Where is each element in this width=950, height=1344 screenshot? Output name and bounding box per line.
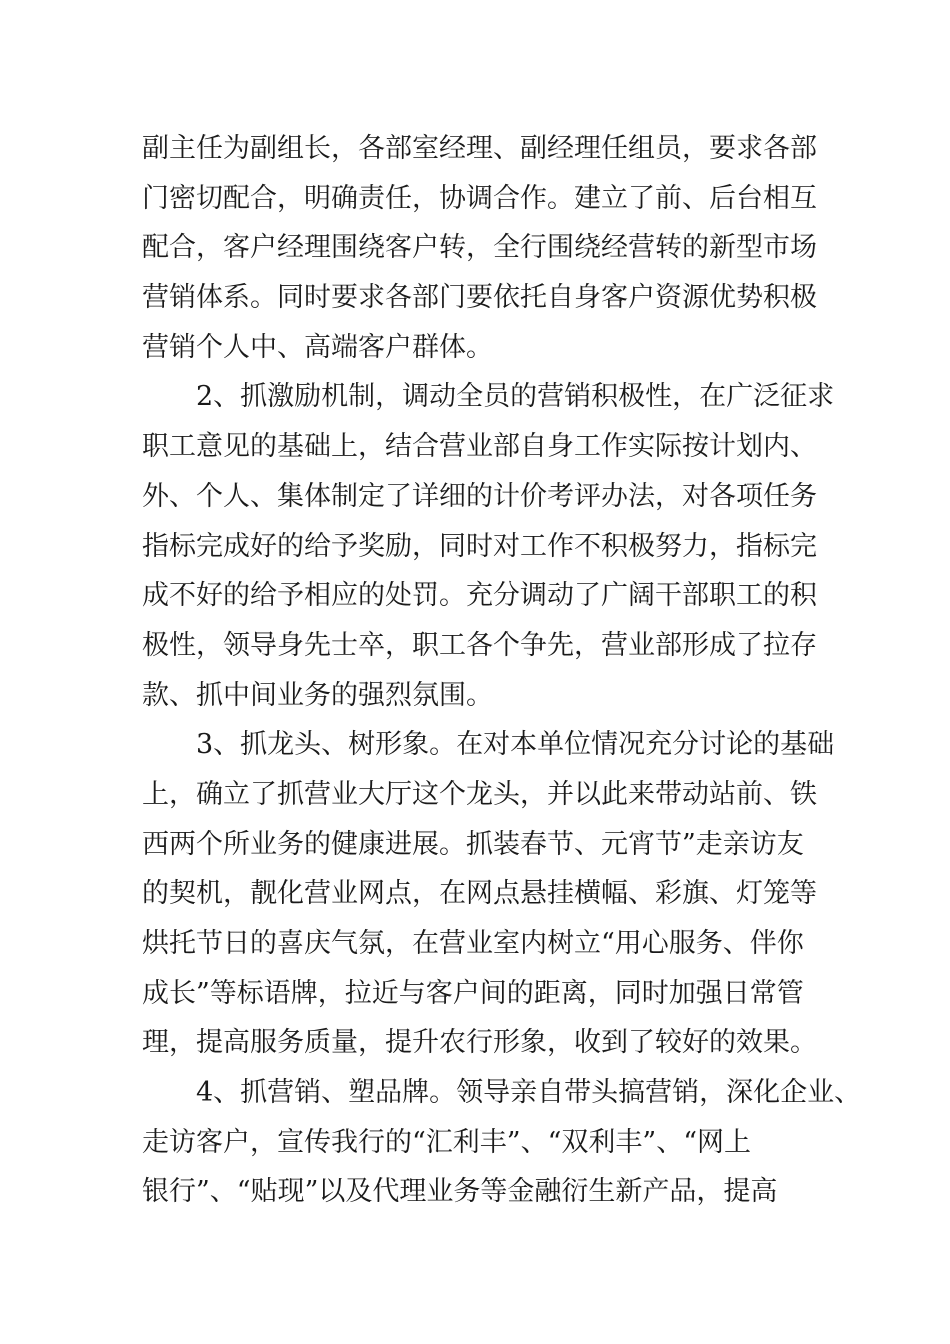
text-line: 门密切配合，明确责任，协调合作。建立了前、后台相互 [142, 182, 817, 214]
text-line: 副主任为副组长，各部室经理、副经理任组员，要求各部 [142, 133, 817, 164]
paragraph-incentive-mechanism [142, 372, 835, 720]
paragraph-continuation [142, 124, 817, 372]
text-line: 款、抓中间业务的强烈氛围。 [142, 679, 493, 711]
text-line: 的契机，靓化营业网点，在网点悬挂横幅、彩旗、灯笼等 [142, 878, 817, 910]
text-line: 职工意见的基础上，结合营业部自身工作实际按计划内、 [142, 431, 817, 463]
text-line: 营销体系。同时要求各部门要依托自身客户资源优势积极 [142, 282, 817, 314]
text-line: 烘托节日的喜庆气氛，在营业室内树立“用心服务、伴你 [142, 928, 804, 959]
text-line: 走访客户，宣传我行的“汇利丰”、“双利丰”、“网上 [142, 1126, 752, 1158]
text-line: 4、抓营销、塑品牌。领导亲自带头搞营销，深化企业、 [196, 1077, 862, 1109]
text-line: 西两个所业务的健康进展。抓装春节、元宵节”走亲访友 [142, 828, 804, 860]
text-line: 配合，客户经理围绕客户转，全行围绕经营转的新型市场 [142, 232, 817, 264]
text-line: 理，提高服务质量，提升农行形象，收到了较好的效果。 [142, 1027, 817, 1059]
text-line: 成长”等标语牌，拉近与客户间的距离，同时加强日常管 [142, 977, 804, 1009]
text-line: 成不好的给予相应的处罚。充分调动了广阔干部职工的积 [142, 580, 817, 612]
paragraph-image-building [142, 720, 835, 1068]
text-line: 营销个人中、高端客户群体。 [142, 331, 493, 363]
text-line: 指标完成好的给予奖励，同时对工作不积极努力，指标完 [142, 530, 817, 562]
text-line: 外、个人、集体制定了详细的计价考评办法，对各项任务 [142, 480, 817, 512]
text-line: 2、抓激励机制，调动全员的营销积极性，在广泛征求 [196, 381, 835, 413]
text-line: 3、抓龙头、树形象。在对本单位情况充分讨论的基础 [196, 729, 835, 761]
text-line: 上，确立了抓营业大厅这个龙头，并以此来带动站前、铁 [142, 778, 817, 810]
document-body [142, 124, 862, 1217]
text-line: 银行”、“贴现”以及代理业务等金融衍生新产品，提高 [142, 1176, 778, 1208]
paragraph-marketing-brand [142, 1068, 862, 1217]
text-line: 极性，领导身先士卒，职工各个争先，营业部形成了拉存 [142, 629, 817, 661]
